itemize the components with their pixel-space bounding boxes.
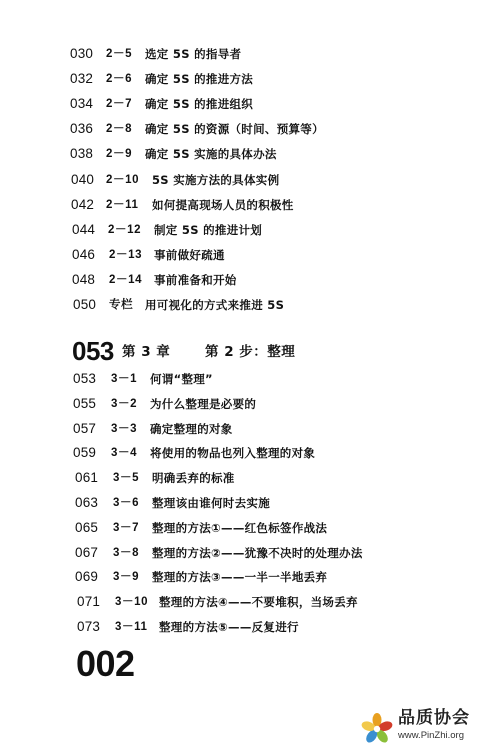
toc-entry	[0, 519, 486, 537]
toc-entry	[0, 145, 486, 163]
toc-page-number: 034	[70, 96, 94, 112]
toc-entry	[0, 568, 486, 586]
toc-entry-title: 如何提高现场人员的积极性	[152, 197, 294, 212]
toc-entry-title: 事前做好疏通	[154, 247, 225, 262]
chapter-page-number: 053	[72, 336, 114, 366]
toc-entry	[0, 395, 486, 413]
toc-page-number: 040	[71, 171, 95, 187]
toc-section-number: 2－7	[106, 98, 133, 111]
watermark-url: www.PinZhi.org	[398, 730, 464, 741]
toc-entry	[0, 370, 486, 388]
toc-entry	[0, 221, 486, 239]
toc-entry-title: 整理该由谁何时去实施	[152, 496, 270, 510]
toc-section-number: 2－14	[109, 273, 143, 286]
toc-section-number: 2－13	[109, 248, 143, 261]
toc-section-number: 2－10	[106, 173, 140, 186]
toc-section-number: 3－4	[111, 447, 138, 460]
toc-entry	[0, 246, 486, 264]
toc-entry	[0, 95, 486, 113]
toc-section-number: 2－11	[106, 198, 139, 211]
toc-entry	[0, 469, 486, 487]
watermark-name: 品质协会	[398, 708, 470, 728]
toc-entry-title: 事前准备和开始	[154, 272, 237, 287]
toc-section-number: 3－7	[113, 521, 140, 534]
toc-section-number: 3－5	[113, 472, 140, 485]
toc-section-number: 3－11	[115, 621, 148, 633]
page-folio: 002	[76, 643, 135, 684]
toc-section-number: 2－8	[106, 123, 133, 136]
toc-entry	[0, 196, 486, 214]
toc-entry	[0, 494, 486, 512]
chapter-title: 第 2 步：整理	[205, 344, 296, 360]
toc-section-number: 专栏	[109, 299, 134, 311]
toc-page-number: 065	[75, 519, 99, 535]
toc-section-number: 2－12	[108, 223, 142, 236]
toc-entry-title: 整理的方法④——不要堆积，当场丢弃	[159, 595, 358, 610]
toc-entry-title: 用可视化的方式来推进 5S	[145, 298, 285, 312]
toc-entry-title: 确定 5S 实施的具体办法	[145, 147, 277, 162]
toc-entry	[0, 593, 486, 611]
toc-entry	[0, 45, 486, 63]
toc-entry	[0, 618, 486, 636]
toc-page-number: 044	[72, 221, 96, 237]
toc-page-number: 067	[75, 544, 99, 560]
toc-page-number: 071	[77, 594, 101, 610]
chapter-label: 第 3 章	[122, 344, 171, 360]
watermark	[360, 706, 484, 748]
toc-entry-title: 确定整理的对象	[150, 421, 233, 436]
toc-page-number: 048	[72, 271, 96, 287]
toc-section-number: 3－6	[113, 497, 140, 509]
toc-entry-title: 确定 5S 的资源（时间、预算等）	[145, 122, 324, 137]
toc-entry-title: 制定 5S 的推进计划	[154, 222, 263, 237]
toc-page-number: 046	[72, 246, 96, 262]
toc-entry-title: 整理的方法③——一半一半地丢弃	[152, 570, 328, 585]
toc-entry	[0, 420, 486, 438]
toc-entry-title: 确定 5S 的推进组织	[145, 97, 254, 112]
toc-page-number: 063	[75, 495, 99, 510]
flower-logo-icon	[360, 712, 394, 746]
toc-page-number: 057	[73, 420, 97, 436]
toc-page-number: 073	[77, 619, 101, 634]
toc-page-number: 038	[70, 146, 94, 162]
toc-entry	[0, 271, 486, 289]
toc-entry-title: 将使用的物品也列入整理的对象	[150, 446, 316, 461]
toc-entry	[0, 120, 486, 138]
toc-page-number: 030	[70, 46, 94, 61]
toc-page-number: 061	[75, 470, 99, 486]
toc-entry-title: 整理的方法①——红色标签作战法	[152, 520, 328, 535]
toc-section-number: 2－9	[106, 148, 133, 161]
toc-page-number: 050	[73, 297, 97, 312]
toc-page-number: 032	[70, 71, 94, 87]
toc-entry-title: 何谓“整理”	[150, 372, 213, 386]
toc-page-number: 069	[75, 569, 99, 585]
toc-entry-title: 整理的方法②——犹豫不决时的处理办法	[152, 545, 363, 560]
toc-page-number: 036	[70, 121, 94, 137]
toc-section-number: 3－2	[111, 397, 138, 410]
toc-section-number: 3－9	[113, 571, 140, 584]
toc-entry-title: 5S 实施方法的具体实例	[152, 172, 280, 187]
toc-entry-title: 选定 5S 的指导者	[145, 47, 242, 61]
toc-page-number: 042	[71, 196, 95, 212]
toc-section-number: 3－3	[111, 422, 138, 435]
toc-page-number: 053	[73, 371, 97, 386]
toc-entry-title: 为什么整理是必要的	[150, 396, 257, 411]
toc-page-number: 059	[73, 445, 97, 461]
toc-section-number: 3－1	[111, 373, 138, 385]
toc-entry-title: 明确丢弃的标准	[152, 471, 235, 486]
toc-entry	[0, 70, 486, 88]
toc-section-number: 3－10	[115, 596, 149, 609]
toc-section-number: 2－6	[106, 73, 133, 86]
toc-entry	[0, 171, 486, 189]
toc-entry-title: 整理的方法⑤——反复进行	[159, 620, 299, 634]
toc-entry	[0, 444, 486, 462]
toc-section-number: 2－5	[106, 48, 133, 60]
toc-entry-title: 确定 5S 的推进方法	[145, 72, 254, 87]
toc-page-number: 055	[73, 395, 97, 411]
toc-entry	[0, 544, 486, 562]
toc-section-number: 3－8	[113, 546, 140, 559]
toc-entry	[0, 296, 486, 314]
